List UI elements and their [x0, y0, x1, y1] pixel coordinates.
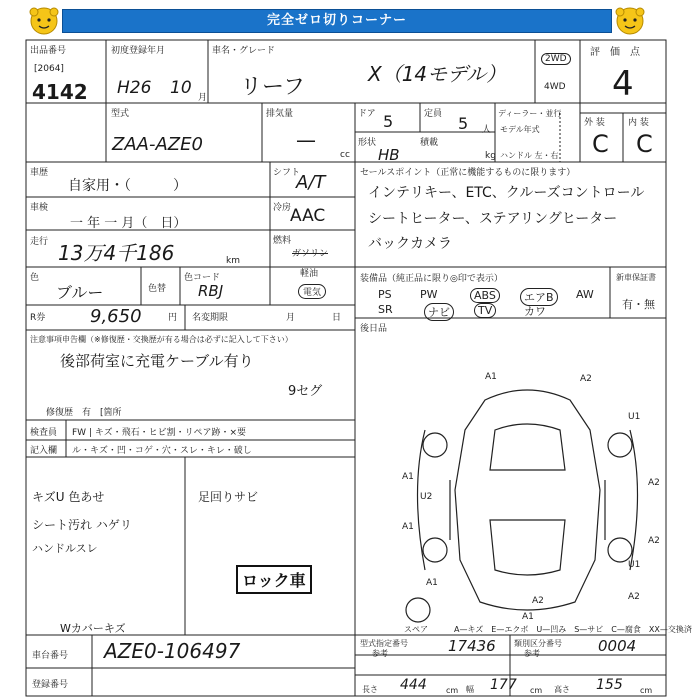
mark-a2-front-right: A2: [580, 374, 592, 384]
exterior-grade: C: [592, 130, 609, 158]
notes-line-2: 9セグ: [288, 384, 323, 399]
equipment-label: 装備品（純正品に限り◎印で表示）: [360, 274, 503, 284]
mileage-value: 13万4千186: [58, 241, 175, 265]
type-designation-label: 型式指定番号: [360, 639, 408, 648]
score-value: 4: [612, 64, 634, 104]
doors-value: 5: [383, 112, 394, 131]
color-change-label: 色替: [148, 284, 167, 294]
color-label: 色: [30, 273, 40, 283]
sales-line-2: シートヒーター、ステアリングヒーター: [368, 211, 618, 227]
type-designation-value: 17436: [448, 637, 496, 655]
reference-label-1: 参考: [372, 649, 388, 658]
width-label: 幅: [466, 685, 474, 694]
sales-line-1: インテリキー、ETC、クルーズコントロール: [368, 185, 645, 201]
remark-4: 足回りサビ: [198, 490, 259, 504]
equip-aw: AW: [576, 288, 594, 301]
interior-grade: C: [636, 130, 653, 158]
equip-sr: SR: [378, 303, 393, 316]
fuel-electric: 電気: [298, 284, 326, 299]
first-reg-month: 10: [170, 78, 192, 98]
reference-label-2: 参考: [524, 649, 540, 658]
lot-label: 出品番号: [30, 46, 67, 56]
mark-a1-rear-left: A1: [426, 578, 438, 588]
mark-u2-left: U2: [420, 492, 433, 502]
banner-title: 完全ゼロ切りコーナー: [266, 13, 407, 28]
exterior-label: 外 装: [584, 118, 605, 128]
model-value: ZAA-AZE0: [112, 134, 203, 155]
dealer-label: ディーラー・並行: [498, 109, 562, 118]
recycle-value: 9,650: [90, 306, 142, 327]
mark-a1-front-left: A1: [485, 372, 497, 382]
body-label: 形状: [358, 138, 377, 148]
score-label: 評 価 点: [590, 47, 640, 58]
sales-label: セールスポイント（正常に機能するものに限ります）: [360, 168, 576, 178]
drive-4wd: 4WD: [544, 82, 566, 92]
warranty-label: 新車保証書: [616, 273, 656, 282]
mark-a1-rear: A1: [522, 612, 534, 622]
inspector-label: 検査員: [30, 428, 58, 438]
entry-label: 記入欄: [30, 446, 58, 456]
lot-sub: [2064]: [34, 64, 64, 74]
inspection-label: 車検: [30, 203, 49, 213]
fuel-diesel: 軽油: [300, 269, 319, 279]
interior-label: 内 装: [628, 118, 649, 128]
capacity-label: 定員: [424, 109, 443, 119]
color-code-value: RBJ: [198, 282, 224, 300]
capacity-unit: 人: [482, 125, 492, 135]
displacement-value: —: [296, 128, 316, 152]
capacity-value: 5: [458, 114, 469, 133]
warranty-value: 有・無: [622, 298, 655, 311]
name-label: 車名・グレード: [212, 46, 276, 56]
mark-u1-right: U1: [628, 412, 641, 422]
history-label: 車歴: [30, 168, 49, 178]
remark-3: ハンドルスレ: [32, 542, 98, 555]
model-year-label: モデル年式: [500, 125, 540, 134]
remark-5: Wカバーキズ: [60, 622, 126, 635]
sales-line-3: バックカメラ: [368, 236, 452, 252]
remark-2: シート汚れ ハゲリ: [32, 518, 132, 532]
load-unit: kg: [485, 151, 496, 161]
lot-number: 4142: [32, 80, 88, 104]
body-value: HB: [378, 146, 400, 164]
mileage-label: 走行: [30, 237, 49, 247]
mark-a2-rear-right: A2: [628, 592, 640, 602]
notes-line-1: 後部荷室に充電ケーブル有り: [60, 352, 254, 370]
category-value: 0004: [598, 637, 637, 655]
mark-u1-lower-right: U1: [628, 560, 641, 570]
length-label: 長さ: [362, 685, 378, 694]
ac-label: 冷房: [273, 203, 292, 213]
name-change-month: 月: [286, 313, 296, 323]
lock-stamp: ロック車: [236, 565, 312, 594]
height-value: 155: [596, 677, 623, 693]
displacement-label: 排気量: [266, 109, 294, 119]
fuel-label: 燃料: [273, 236, 292, 246]
model-label: 型式: [111, 109, 130, 119]
inspector-items: FW | キズ・飛石・ヒビ割・リペア跡・×要: [72, 428, 247, 438]
shift-label: シフト: [273, 168, 301, 178]
fuel-gasoline: ガソリン: [292, 249, 329, 259]
entry-items: ル・キズ・凹・コゲ・穴・スレ・キレ・破し: [72, 446, 252, 456]
mark-a2-right: A2: [648, 478, 660, 488]
name-change-day: 日: [332, 313, 342, 323]
equip-kawa: カワ: [524, 305, 546, 318]
height-label: 高さ: [554, 685, 570, 694]
equip-pw: PW: [420, 288, 438, 301]
grade: X（14モデル）: [368, 62, 507, 86]
remark-1: キズU 色あせ: [32, 490, 105, 504]
shift-value: A/T: [296, 172, 326, 193]
category-label: 類別区分番号: [514, 639, 562, 648]
ac-value: AAC: [290, 206, 326, 226]
mileage-unit: km: [226, 256, 240, 266]
spare-label: スペア: [404, 625, 428, 634]
equip-navi: ナビ: [424, 303, 454, 321]
first-reg-year: H26: [117, 78, 152, 98]
damage-legend: A—キズ E—エクボ U—凹み S—サビ C—腐食 XX—交換済: [454, 625, 692, 634]
reg-label: 登録番号: [32, 680, 69, 690]
color-code-label: 色コード: [184, 273, 221, 283]
width-unit: cm: [530, 686, 543, 695]
first-reg-month-unit: 月: [198, 93, 208, 103]
chassis-label: 車台番号: [32, 651, 69, 661]
repair-label: 修復歴 有 [箇所: [46, 408, 122, 418]
after-items-label: 後日品: [360, 324, 388, 334]
drive-2wd: 2WD: [541, 53, 571, 65]
height-unit: cm: [640, 686, 653, 695]
displacement-unit: cc: [340, 150, 350, 160]
load-label: 積載: [420, 138, 439, 148]
recycle-unit: 円: [168, 313, 178, 323]
mark-a1-lower-left: A1: [402, 522, 414, 532]
width-value: 177: [490, 677, 517, 693]
equip-ps: PS: [378, 288, 392, 301]
inspection-value: 一 年 一 月（ 日）: [70, 216, 187, 231]
handle-label: ハンドル 左・右: [500, 151, 559, 160]
first-reg-label: 初度登録年月: [111, 46, 166, 56]
mark-a2-lower-right: A2: [648, 536, 660, 546]
notes-label: 注意事項申告欄（※修復歴・交換歴が有る場合は必ずに記入して下さい）: [30, 335, 293, 344]
history-value: 自家用・（ ）: [68, 178, 187, 194]
length-unit: cm: [446, 686, 459, 695]
mark-a1-left: A1: [402, 472, 414, 482]
equip-tv: TV: [474, 303, 496, 318]
equip-abs: ABS: [470, 288, 500, 303]
length-value: 444: [400, 677, 427, 693]
color-value: ブルー: [56, 283, 104, 302]
chassis-value: AZE0-106497: [104, 639, 241, 663]
recycle-label: R券: [30, 313, 46, 323]
car-name: リーフ: [240, 75, 305, 100]
doors-label: ドア: [358, 109, 376, 119]
name-change-label: 名変期限: [192, 313, 229, 323]
mark-a2-rear: A2: [532, 596, 544, 606]
equip-airbag: エアB: [520, 288, 558, 306]
